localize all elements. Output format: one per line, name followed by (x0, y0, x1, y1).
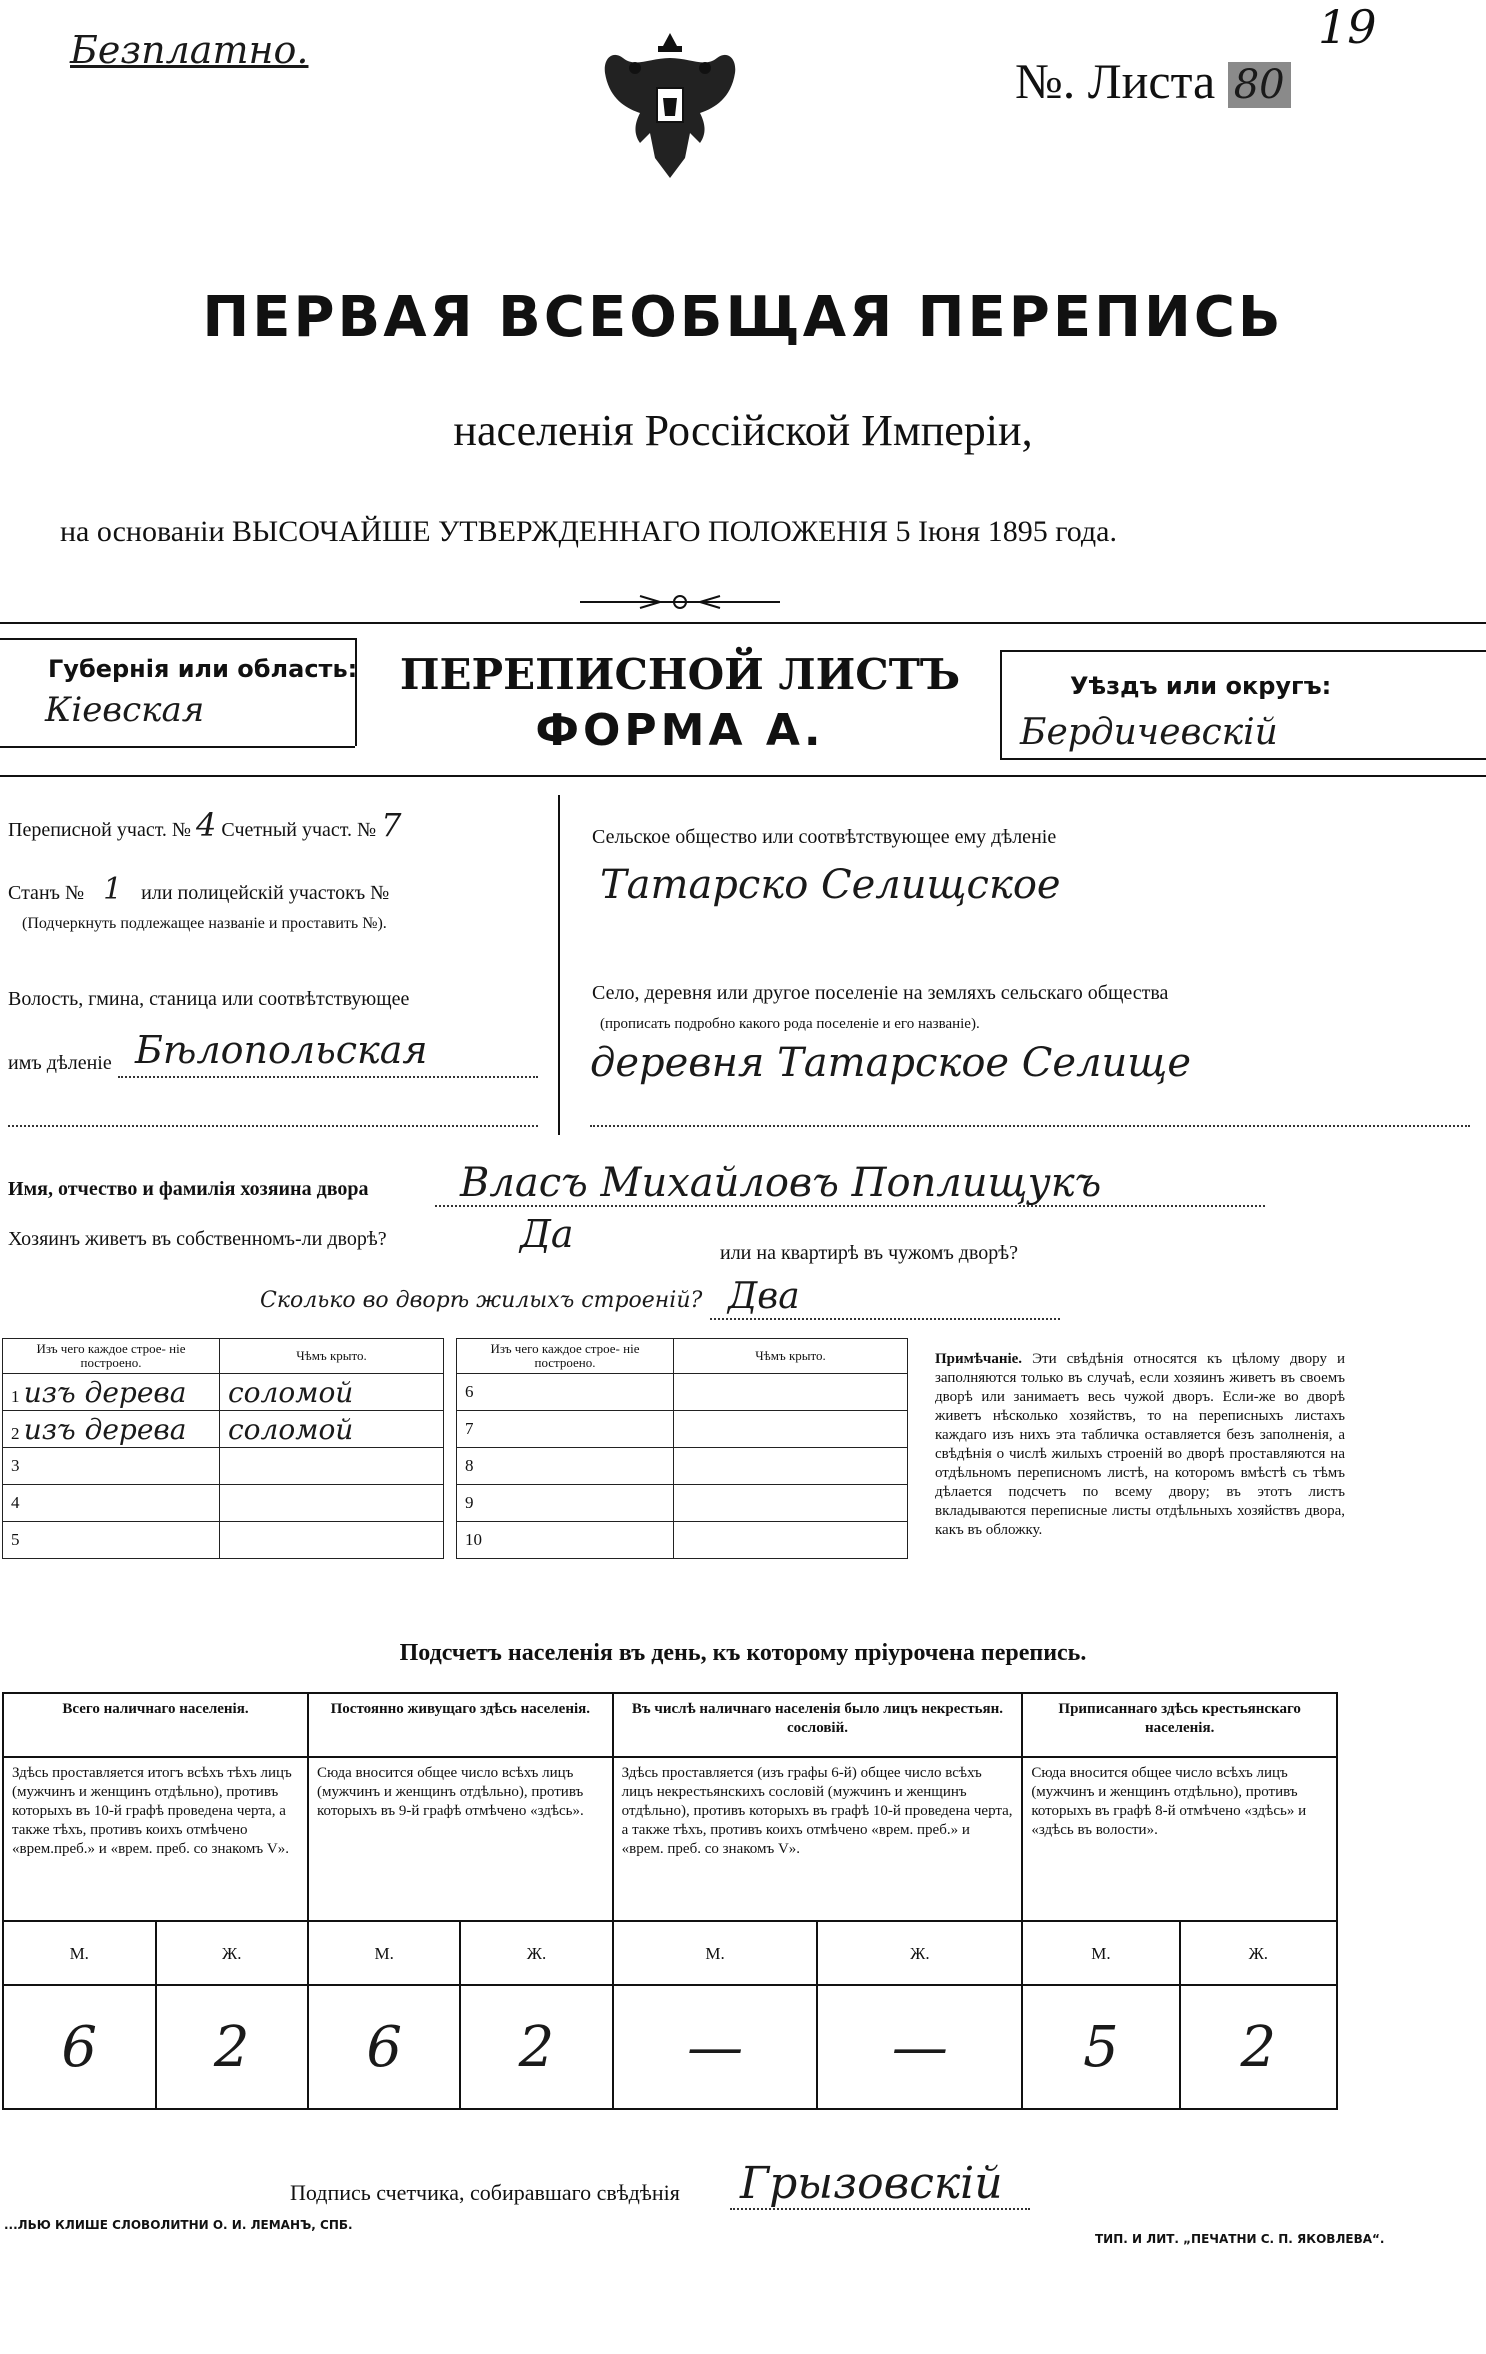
col-permanent-desc: Сюда вносится общее число всѣхъ лицъ (мужчинъ и женщинъ отдѣльно), противъ которыхъ въ 9-й графѣ отмѣчено «здѣсь». (308, 1757, 613, 1921)
corner-page-number: 19 (1318, 0, 1377, 54)
village-label: Село, деревня или другое поселеніе на земляхъ сельскаго общества (592, 982, 1169, 1004)
roof-value (674, 1485, 908, 1522)
count-district-value: 7 (381, 806, 402, 844)
col-noncrest-desc: Здѣсь проставляется (изъ графы 6-й) общее число всѣхъ лицъ некрестьянскихъ сословій (мужчинъ и женщинъ отдѣльно), противъ которыхъ въ графѣ 10-й проведена черта, а также тѣхъ, противъ коихъ отмѣчено «врем. преб.» и «врем. преб. со знакомъ V». (613, 1757, 1023, 1921)
table-row: 10 (457, 1522, 674, 1559)
owner-dotted-line (435, 1205, 1265, 1207)
m-label: М. (1022, 1921, 1179, 1985)
volost-value: Бѣлопольская (135, 1028, 428, 1072)
form-box-divider-right (1000, 650, 1002, 758)
col-registered-title: Приписаннаго здѣсь крестьянскаго населенія. (1022, 1693, 1337, 1757)
census-district (8, 806, 401, 844)
uezd-box-bottom (1000, 758, 1486, 760)
f-label: Ж. (1180, 1921, 1337, 1985)
table-row (3, 1448, 220, 1485)
census-district-label: Переписной участ. № (8, 819, 192, 841)
uezd-label: Уѣздъ или округъ: (1070, 672, 1332, 700)
volost-dotted-line-2 (8, 1125, 538, 1127)
signature-dotted-line (730, 2208, 1030, 2210)
m-label: М. (308, 1921, 460, 1985)
stan-value: 1 (103, 872, 123, 907)
total-m-value: 6 (3, 1985, 156, 2109)
f-label: Ж. (156, 1921, 309, 1985)
census-district-value: 4 (196, 806, 217, 844)
row-number: 4 (11, 1493, 20, 1512)
society-label: Сельское общество или соотвѣтствующее ему дѣленіе (592, 826, 1057, 848)
stan-note: (Подчеркнуть подлежащее названіе и проставить №). (22, 915, 387, 932)
ornament-divider (580, 592, 780, 612)
stan-row (8, 872, 389, 907)
population-heading: Подсчетъ населенія въ день, къ которому пріурочена перепись. (399, 1640, 1087, 1666)
f-label: Ж. (817, 1921, 1022, 1985)
uezd-value: Бердичевскій (1020, 712, 1278, 753)
sheet-number-label: №. Листа (1015, 53, 1216, 109)
buildings-table-right (456, 1338, 908, 1559)
buildings-dotted-line (710, 1318, 1060, 1320)
sheet-number-value: 80 (1228, 62, 1291, 108)
page-subtitle: населенія Россійской Имперіи, (453, 406, 1033, 455)
gubernia-box-top (0, 638, 355, 640)
buildings-note-text: Эти свѣдѣнія относятся къ цѣлому двору и заполняются только въ случаѣ, если хозяинъ живетъ въ своемъ дворѣ или занимаетъ весь чужой дворъ. Если-же во дворѣ живетъ нѣсколько хозяйствъ, то на переписныхъ листахъ каждаго изъ нихъ эта табличка оставляется безъ заполненія, а свѣдѣнія о числѣ жилыхъ строеній во дворѣ проставляются на отдѣльномъ переписномъ листѣ, на которомъ вмѣстѣ съ тѣмъ дѣлается подсчетъ по всему двору; въ этотъ листъ вкладываются переписные листы отдѣльныхъ хозяйствъ двора, какъ въ обложку. (935, 1351, 1346, 1538)
col-noncrest-title: Въ числѣ наличнаго населенія было лицъ некрестьян. сословій. (613, 1693, 1023, 1757)
gubernia-value: Кіевская (45, 690, 205, 730)
roof-value (220, 1522, 444, 1559)
signature-value: Грызовскій (740, 2158, 1003, 2209)
m-label: М. (613, 1921, 818, 1985)
uezd-box-top (1000, 650, 1486, 652)
gubernia-label: Губернія или область: (48, 655, 358, 683)
permanent-f-value: 2 (460, 1985, 612, 2109)
population-table (2, 1692, 1338, 2110)
col-permanent-title: Постоянно живущаго здѣсь населенія. (308, 1693, 613, 1757)
own-yard-label: Хозяинъ живетъ въ собственномъ-ли дворѣ? (8, 1228, 387, 1250)
row-number: 5 (11, 1530, 20, 1549)
noncrest-f-value: — (817, 1985, 1022, 2109)
registered-f-value: 2 (1180, 1985, 1337, 2109)
village-value: деревня Татарское Селище (590, 1040, 1192, 1086)
table-row: 9 (457, 1485, 674, 1522)
col-registered-desc: Сюда вносится общее число всѣхъ лицъ (мужчинъ и женщинъ отдѣльно), противъ которыхъ въ графѣ 8-й отмѣчено «здѣсь» и «здѣсь въ волости». (1022, 1757, 1337, 1921)
roof-value: соломой (220, 1411, 444, 1448)
col-total-title: Всего наличнаго населенія. (3, 1693, 308, 1757)
village-dotted-line (590, 1125, 1470, 1127)
table-row (3, 1485, 220, 1522)
table-row: 7 (457, 1411, 674, 1448)
roof-value (220, 1485, 444, 1522)
table-row: 8 (457, 1448, 674, 1485)
form-box-top-border (0, 622, 1486, 624)
roof-value (674, 1522, 908, 1559)
row-number: 3 (11, 1456, 20, 1475)
permanent-m-value: 6 (308, 1985, 460, 2109)
form-title: ПЕРЕПИСНОЙ ЛИСТЪ (399, 650, 961, 699)
buildings-value: Два (728, 1276, 800, 1317)
table-row (3, 1411, 220, 1448)
roof-header: Чѣмъ крыто. (674, 1339, 908, 1374)
owner-name-label: Имя, отчество и фамилія хозяина двора (8, 1178, 369, 1200)
volost-dotted-line (118, 1076, 538, 1078)
center-divider (558, 795, 560, 1135)
buildings-table-left (2, 1338, 444, 1559)
owner-name-value: Власъ Михайловъ Поплищукъ (460, 1160, 1102, 1206)
free-label: Безплатно. (70, 28, 309, 72)
roof-value (674, 1448, 908, 1485)
table-row: 6 (457, 1374, 674, 1411)
total-f-value: 2 (156, 1985, 309, 2109)
printer-right: ТИП. И ЛИТ. „ПЕЧАТНИ С. П. ЯКОВЛЕВА“. (1095, 2232, 1385, 2246)
police-label: или полицейскій участокъ № (141, 882, 390, 904)
table-row (3, 1374, 220, 1411)
society-value: Татарско Селищское (600, 862, 1061, 908)
roof-value (674, 1374, 908, 1411)
roof-value: соломой (220, 1374, 444, 1411)
roof-value (220, 1448, 444, 1485)
buildings-label: Сколько во дворѣ жилыхъ строеній? (260, 1288, 703, 1313)
noncrest-m-value: — (613, 1985, 818, 2109)
village-note: (прописать подробно какого рода поселеніе и его названіе). (600, 1016, 980, 1032)
roof-header: Чѣмъ крыто. (220, 1339, 444, 1374)
form-box-bottom-border (0, 775, 1486, 777)
form-subtitle: ФОРМА А. (535, 705, 825, 756)
volost-label-2: имъ дѣленіе (8, 1052, 112, 1074)
buildings-note (935, 1350, 1345, 1540)
roof-value (674, 1411, 908, 1448)
double-headed-eagle-emblem (595, 28, 745, 188)
page-title: ПЕРВАЯ ВСЕОБЩАЯ ПЕРЕПИСЬ (202, 285, 1284, 350)
rented-label: или на квартирѣ въ чужомъ дворѣ? (720, 1242, 1019, 1264)
stan-label: Станъ № (8, 882, 85, 904)
material-value: изъ дерева (23, 1375, 187, 1409)
material-header: Изъ чего каждое строе- ніе построено. (457, 1339, 674, 1374)
printer-left: ...ЛЬЮ КЛИШЕ СЛОВОЛИТНИ О. И. ЛЕМАНЪ, СПБ. (4, 2218, 353, 2232)
buildings-note-title: Примѣчаніе. (935, 1351, 1023, 1367)
basis-line: на основаніи ВЫСОЧАЙШЕ УТВЕРЖДЕННАГО ПОЛОЖЕНІЯ 5 Іюня 1895 года. (60, 515, 1117, 548)
row-number: 1 (11, 1386, 20, 1406)
registered-m-value: 5 (1022, 1985, 1179, 2109)
own-yard-value: Да (520, 1212, 574, 1256)
count-district-label: Счетный участ. № (221, 819, 377, 841)
sheet-number (1015, 52, 1291, 110)
f-label: Ж. (460, 1921, 612, 1985)
gubernia-box-bottom (0, 746, 355, 748)
material-value: изъ дерева (23, 1412, 187, 1446)
m-label: М. (3, 1921, 156, 1985)
col-total-desc: Здѣсь проставляется итогъ всѣхъ тѣхъ лицъ (мужчинъ и женщинъ отдѣльно), противъ которыхъ въ 10-й графѣ проведена черта, а также тѣхъ, противъ коихъ отмѣчено «врем.преб.» и «врем. преб. со знакомъ V». (3, 1757, 308, 1921)
signature-label: Подпись счетчика, собиравшаго свѣдѣнія (290, 2180, 680, 2205)
volost-label: Волость, гмина, станица или соотвѣтствующее (8, 988, 410, 1010)
table-row (3, 1522, 220, 1559)
row-number: 2 (11, 1423, 20, 1443)
material-header: Изъ чего каждое строе- ніе построено. (3, 1339, 220, 1374)
